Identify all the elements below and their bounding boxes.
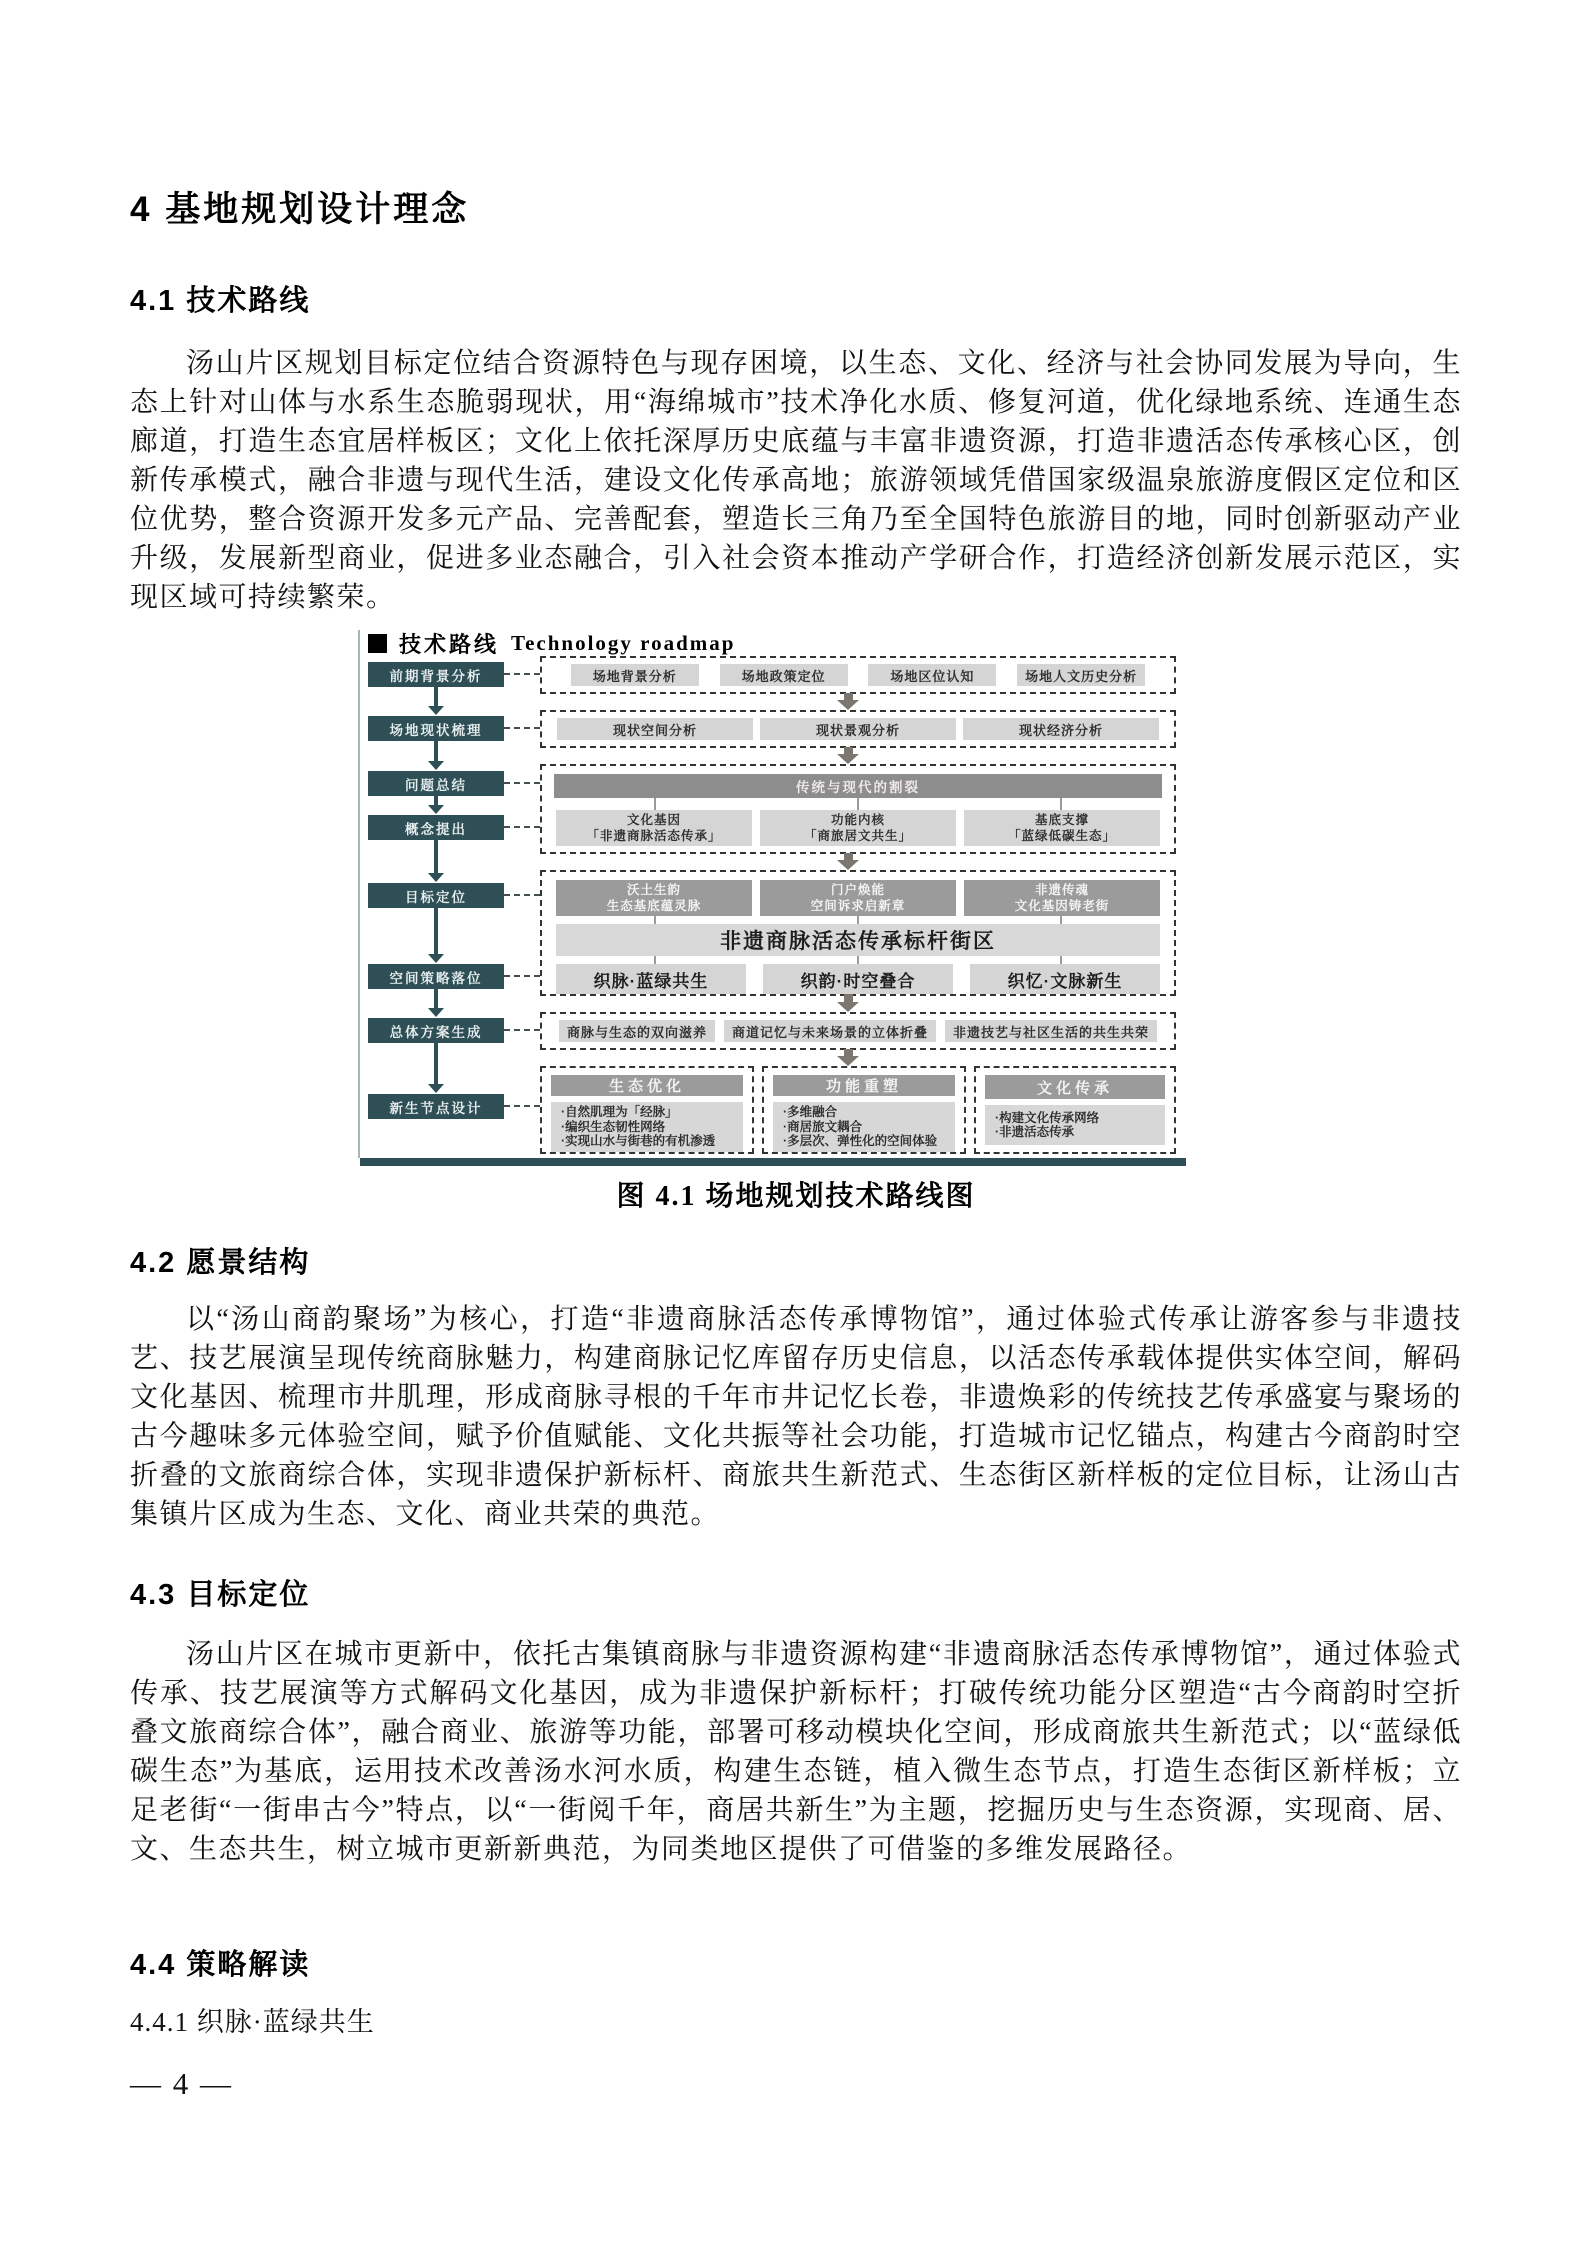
section-4-3-heading: 4.3 目标定位 <box>130 1579 311 1611</box>
problem-bar: 传统与现代的割裂 <box>554 774 1162 798</box>
figure-title-en: Technology roadmap <box>511 630 736 655</box>
scheme-box: 非遗技艺与社区生活的共生共荣 <box>945 1020 1157 1042</box>
down-arrow-icon <box>427 796 445 814</box>
goal-title: 门户焕能 <box>830 883 885 897</box>
problem-concept-group <box>540 764 1176 854</box>
section-4-4-1-heading: 4.4.1 织脉·蓝绿共生 <box>130 2007 375 2037</box>
down-arrow-icon <box>427 687 445 715</box>
concept-title: 文化基因 <box>626 813 681 827</box>
node-bullets <box>985 1105 1165 1145</box>
dashed-stubs <box>542 916 1174 924</box>
rail-stage-site-status: 场地现状梳理 <box>368 716 504 741</box>
goal-box <box>760 880 956 916</box>
concept-box <box>760 810 956 846</box>
node-bullets <box>551 1102 743 1152</box>
strategy-box: 织韵·时空叠合 <box>763 964 953 994</box>
status-box: 现状空间分析 <box>557 718 753 740</box>
analysis-box: 场地背景分析 <box>571 664 699 686</box>
rail-stage-spatial-strategy: 空间策略落位 <box>368 964 504 989</box>
goal-subtitle: 空间诉求启新章 <box>810 899 906 913</box>
section-4-4-heading: 4.4 策略解读 <box>130 1949 311 1981</box>
node-header: 生态优化 <box>551 1075 743 1096</box>
figure-left-rule <box>358 630 360 1158</box>
section-4-3-paragraph: 汤山片区在城市更新中，依托古集镇商脉与非遗资源构建“非遗商脉活态传承博物馆”，通过体验式传承、技艺展演等方式解码文化基因，成为非遗保护新标杆；打破传统功能分区塑造“古今商韵时空折叠文旅商综合体”，融合商业、旅游等功能，部署可移动模块化空间，形成商旅共生新范式；以“蓝绿低碳生态”为基底，运用技术改善汤水河水质，构建生态链，植入微生态节点，打造生态街区新样板；立足老街“一街串古今”特点，以“一街阅千年，商居共新生”为主题，挖掘历史与生态资源，实现商、居、文、生态共生，树立城市更新新典范，为同类地区提供了可借鉴的多维发展路径。 <box>130 1639 1462 1865</box>
goal-subtitle: 文化基因铸老街 <box>1014 899 1110 913</box>
analysis-box: 场地政策定位 <box>720 664 848 686</box>
concept-subtitle: 「非遗商脉活态传承」 <box>586 829 722 843</box>
down-arrow-icon <box>427 840 445 882</box>
bullet-item: ·多层次、弹性化的空间体验 <box>783 1134 938 1148</box>
square-bullet-icon <box>368 634 387 653</box>
target-bar: 非遗商脉活态传承标杆街区 <box>556 924 1160 956</box>
dashed-connector <box>504 782 540 784</box>
node-header: 文化传承 <box>985 1075 1165 1099</box>
goal-subtitle: 生态基底蕴灵脉 <box>606 899 702 913</box>
down-arrow-icon <box>427 908 445 963</box>
dashed-connector <box>504 727 540 729</box>
rail-stage-overall-scheme: 总体方案生成 <box>368 1018 504 1043</box>
section-4-2-paragraph: 以“汤山商韵聚场”为核心，打造“非遗商脉活态传承博物馆”，通过体验式传承让游客参与非遗技艺、技艺展演呈现传统商脉魅力，构建商脉记忆库留存历史信息，以活态传承载体提供实体空间，解码文化基因、梳理市井肌理，形成商脉寻根的千年市井记忆长卷，非遗焕彩的传统技艺传承盛宴与聚场的古今趣味多元体验空间，赋予价值赋能、文化共振等社会功能，打造城市记忆锚点，构建古今商韵时空折叠的文旅商综合体，实现非遗保护新标杆、商旅共生新范式、生态街区新样板的定位目标，让汤山古集镇片区成为生态、文化、商业共荣的典范。 <box>130 1304 1462 1530</box>
dashed-stubs <box>542 956 1174 964</box>
down-arrow-icon <box>427 1043 445 1093</box>
strategy-box: 织忆·文脉新生 <box>970 964 1160 994</box>
goal-box <box>556 880 752 916</box>
figure-caption: 图 4.1 场地规划技术路线图 <box>616 1181 976 1212</box>
bullet-item: ·编织生态韧性网络 <box>561 1119 666 1134</box>
goal-box <box>964 880 1160 916</box>
dashed-connector <box>504 1105 540 1107</box>
bullet-item: ·多维融合 <box>783 1105 838 1119</box>
technology-roadmap-figure <box>358 630 1188 1170</box>
node-eco-optimization <box>540 1066 754 1154</box>
scheme-box: 商道记忆与未来场景的立体折叠 <box>724 1020 936 1042</box>
flow-arrow-icon <box>837 853 859 870</box>
background-analysis-group <box>540 656 1176 694</box>
analysis-box: 场地人文历史分析 <box>1017 664 1145 686</box>
flow-arrow-icon <box>837 747 859 764</box>
site-status-group <box>540 710 1176 748</box>
page-number: — 4 — <box>130 2066 233 2101</box>
goal-title: 沃土生韵 <box>626 883 681 897</box>
dashed-connector <box>504 826 540 828</box>
strategy-box: 织脉·蓝绿共生 <box>556 964 746 994</box>
down-arrow-icon <box>427 741 445 770</box>
figure-bottom-rule <box>360 1158 1186 1166</box>
bullet-item: ·商居旅文耦合 <box>783 1119 863 1134</box>
flow-arrow-icon <box>837 994 859 1012</box>
concept-subtitle: 「商旅居文共生」 <box>803 829 912 843</box>
rail-stage-concept-proposal: 概念提出 <box>368 815 504 840</box>
node-function-reshaping <box>762 1066 966 1154</box>
rail-stage-target-positioning: 目标定位 <box>368 883 504 908</box>
status-box: 现状经济分析 <box>963 718 1159 740</box>
rail-stage-new-node-design: 新生节点设计 <box>368 1094 504 1119</box>
figure-title <box>368 630 735 656</box>
dashed-connector <box>504 1029 540 1031</box>
concept-title: 基底支撑 <box>1034 813 1089 827</box>
bullet-item: ·自然肌理为「经脉」 <box>561 1105 678 1119</box>
bullet-item: ·构建文化传承网络 <box>995 1110 1100 1125</box>
node-bullets <box>773 1102 955 1152</box>
dashed-stubs <box>542 798 1174 810</box>
down-arrow-icon <box>427 989 445 1017</box>
dashed-connector <box>504 673 540 675</box>
node-header: 功能重塑 <box>773 1075 955 1096</box>
dashed-connector <box>504 975 540 977</box>
concept-title: 功能内核 <box>830 813 885 827</box>
target-strategy-group <box>540 870 1176 996</box>
bullet-item: ·非遗活态传承 <box>995 1125 1075 1139</box>
overall-scheme-group <box>540 1012 1176 1050</box>
flow-arrow-icon <box>837 1049 859 1066</box>
concept-box <box>556 810 752 846</box>
node-culture-heritage <box>974 1066 1176 1154</box>
section-4-1-paragraph: 汤山片区规划目标定位结合资源特色与现存困境，以生态、文化、经济与社会协同发展为导向，生态上针对山体与水系生态脆弱现状，用“海绵城市”技术净化水质、修复河道，优化绿地系统、连通生态廊道，打造生态宜居样板区；文化上依托深厚历史底蕴与丰富非遗资源，打造非遗活态传承核心区，创新传承模式，融合非遗与现代生活，建设文化传承高地；旅游领域凭借国家级温泉旅游度假区定位和区位优势，整合资源开发多元产品、完善配套，塑造长三角乃至全国特色旅游目的地，同时创新驱动产业升级，发展新型商业，促进多业态融合，引入社会资本推动产学研合作，打造经济创新发展示范区，实现区域可持续繁荣。 <box>130 348 1462 613</box>
scheme-box: 商脉与生态的双向滋养 <box>559 1020 715 1042</box>
concept-box <box>964 810 1160 846</box>
status-box: 现状景观分析 <box>760 718 956 740</box>
figure-title-zh: 技术路线 <box>399 631 500 657</box>
concept-subtitle: 「蓝绿低碳生态」 <box>1007 829 1116 843</box>
goal-title: 非遗传魂 <box>1034 883 1089 897</box>
bullet-item: ·实现山水与街巷的有机渗透 <box>561 1134 716 1148</box>
section-4-2-heading: 4.2 愿景结构 <box>130 1247 311 1279</box>
rail-stage-problem-summary: 问题总结 <box>368 771 504 796</box>
chapter-title: 4 基地规划设计理念 <box>130 190 470 229</box>
dashed-connector <box>504 894 540 896</box>
flow-arrow-icon <box>837 693 859 710</box>
section-4-1-heading: 4.1 技术路线 <box>130 285 311 317</box>
analysis-box: 场地区位认知 <box>868 664 996 686</box>
rail-stage-background-analysis: 前期背景分析 <box>368 662 504 687</box>
